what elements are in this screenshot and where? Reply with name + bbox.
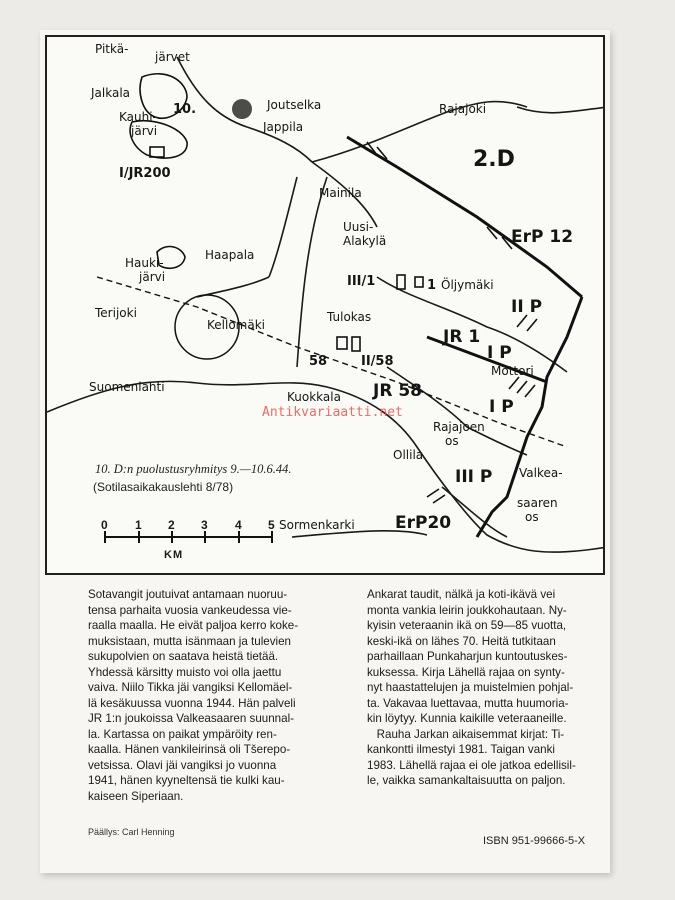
map-label-mottori: Mottori: [491, 364, 534, 378]
watermark: Antikvariaatti.net: [262, 405, 403, 420]
scale-number: 2: [168, 518, 175, 532]
map-label-unit-10: 10.: [173, 102, 197, 117]
cover-designer-credit: Päällys: Carl Henning: [88, 827, 175, 837]
text-line: kin löytyy. Kunnia kaikille veteraaneille.: [367, 712, 567, 725]
map-label-kauhijarvi-2: järvi: [131, 124, 158, 138]
map-label-uusi-1: Uusi-: [343, 220, 374, 234]
map-label-kauhijarvi-1: Kauhi-: [119, 110, 157, 124]
text-line: muksistaan, mutta isänmaan ja tulevien: [88, 634, 291, 648]
map-label-oljymaki: Öljymäki: [441, 278, 494, 292]
scale-number: 4: [235, 518, 242, 532]
map-label-haapala: Haapala: [205, 248, 255, 262]
body-text-right: [367, 587, 610, 789]
map-label-rajajoen-2: os: [445, 434, 459, 448]
map-label-rajajoen-1: Rajajoen: [433, 420, 485, 434]
text-line: kyisin veteraanin ikä on 59—85 vuotta,: [367, 619, 567, 632]
map-label-ijr200: I/JR200: [119, 166, 171, 181]
isbn: ISBN 951-99666-5-X: [483, 835, 586, 847]
map-label-terijoki: Terijoki: [95, 306, 137, 320]
battle-map: [45, 35, 605, 575]
text-line: vaiva. Niilo Tikka jäi vangiksi Kellomäel-: [88, 681, 293, 694]
map-label-iiip: III P: [455, 467, 493, 487]
map-label-valkea: Valkea-: [519, 466, 563, 480]
scale-number: 1: [135, 518, 142, 532]
text-line: Yhdessä kärsitty muisto voi olla jaettu: [88, 665, 282, 679]
scale-unit: KM: [164, 549, 184, 561]
text-line: nyt haastattelujen ja muistelmien pohjal-: [367, 681, 574, 694]
map-label-saaren-2: os: [525, 510, 539, 524]
scale-number: 5: [268, 518, 275, 532]
map-label-uusi-2: Alakylä: [343, 234, 387, 248]
map-source: (Sotilasaikakauslehti 8/78): [93, 480, 234, 494]
text-line: le, vaikka samankaltaisuutta on paljon.: [367, 774, 566, 787]
map-label-div2: 2.D: [473, 147, 515, 172]
map-label-mainila: Mainila: [319, 186, 362, 200]
map-label-saaren-1: saaren: [517, 496, 558, 510]
map-label-rajajoki: Rajajoki: [439, 102, 487, 116]
text-line: JR 1:n joukoissa Valkeasaaren suunnal-: [88, 712, 295, 725]
map-label-jalkala: Jalkala: [91, 86, 131, 100]
map-label-pitkajarvi-1: Pitkä-: [95, 42, 129, 56]
map-label-erp12: ErP 12: [511, 227, 574, 247]
map-label-joutselka: Joutselka: [267, 98, 322, 112]
text-line: la. Kartassa on paikat ympäröity ren-: [88, 727, 277, 741]
map-label-jr58: JR 58: [373, 381, 422, 401]
text-line: 1941, hänen kyyneltensä tie kulki kau-: [88, 774, 285, 787]
map-label-ip-top: I P: [487, 343, 512, 363]
text-line: sukupolvien on saatava heistä tietää.: [88, 650, 279, 663]
text-line: lä kesäkuussa vuonna 1944. Hän palveli: [88, 696, 296, 710]
map-label-kuokkala: Kuokkala: [287, 390, 341, 404]
map-label-erp20: ErP20: [395, 513, 452, 533]
text-line: kankontti ilmestyi 1981. Taigan vanki: [367, 743, 555, 756]
body-text-left: [88, 587, 350, 804]
map-label-suomenlahti: Suomenlahti: [89, 380, 165, 394]
text-line: parhaillaan Punkaharjun kuntoutuskes-: [367, 650, 568, 663]
map-label-haukijarvi-1: Hauki-: [125, 256, 164, 270]
text-line: raalla maalla. He eivät paljoa kerro koke-: [88, 619, 299, 632]
map-label-58: 58: [309, 354, 328, 369]
text-line: tensa parhaita vuosia vankeudessa vie-: [88, 603, 292, 617]
map-label-sormenkarki: Sormenkarki: [279, 518, 355, 532]
map-label-pitkajarvi-2: järvet: [155, 50, 190, 64]
scale-number: 0: [101, 518, 108, 532]
text-line: kuksessa. Kirja Lähellä rajaa on synty-: [367, 665, 565, 679]
map-label-haukijarvi-2: järvi: [139, 270, 166, 284]
text-line: kaiseen Siperiaan.: [88, 789, 184, 803]
text-line: monta vankia leirin joukkohautaan. Ny-: [367, 603, 567, 617]
map-label-jr1: JR 1: [443, 327, 481, 347]
text-line: keski-ikä on lähes 70. Heitä tutkitaan: [367, 634, 556, 648]
map-label-ip-bottom: I P: [489, 397, 514, 417]
text-line: Rauha Jarkan aikaisemmat kirjat: Ti-: [367, 727, 565, 741]
map-label-iii1: III/1: [347, 274, 376, 289]
map-label-iip-top: II P: [511, 297, 543, 317]
map-label-ii58: II/58: [361, 354, 394, 369]
book-back-cover: [40, 30, 610, 873]
text-line: kaalla. Hänen vankileirinsä oli Tšerepo-: [88, 743, 291, 756]
map-caption: 10. D:n puolustusryhmitys 9.—10.6.44.: [95, 462, 292, 476]
map-label-jappila: Jappila: [263, 120, 304, 134]
map-label-one: 1: [427, 278, 437, 293]
map-label-tulokas: Tulokas: [327, 310, 372, 324]
map-label-kellomaki: Kellomäki: [207, 318, 265, 332]
text-line: Sotavangit joutuivat antamaan nuoruu-: [88, 588, 288, 601]
map-label-ollila: Ollila: [393, 448, 424, 462]
text-line: 1983. Lähellä rajaa ei ole jatkoa edellisil-: [367, 758, 576, 772]
scale-number: 3: [201, 518, 208, 532]
text-line: vetsissa. Olavi jäi vangiksi jo vuonna: [88, 758, 277, 772]
text-line: Ankarat taudit, nälkä ja koti-ikävä vei: [367, 588, 556, 601]
text-line: ta. Vakavaa luettavaa, mutta huumoria-: [367, 696, 569, 710]
